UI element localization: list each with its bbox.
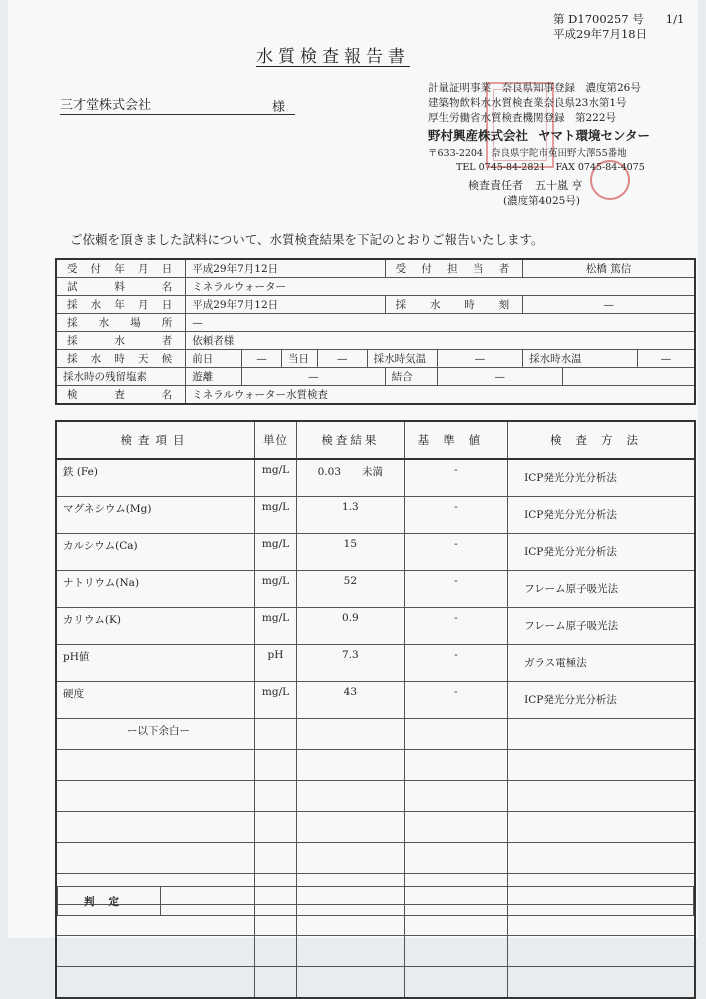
sample-info-table	[55, 258, 696, 405]
info-label: 当日	[281, 350, 317, 368]
results-row	[56, 608, 695, 645]
doc-no-suffix: 号	[632, 12, 644, 26]
results-row	[56, 497, 695, 534]
issue-date: 平成29年7月18日	[553, 27, 648, 41]
client-honorific: 様	[272, 100, 286, 115]
info-empty	[563, 368, 696, 386]
cell-item: pH値	[56, 645, 255, 682]
intro-text: ご依頼を頂きました試料について、水質検査結果を下記のとおりご報告いたします。	[70, 232, 544, 247]
cell-standard: -	[404, 459, 507, 497]
empty-row	[56, 750, 695, 781]
info-value: —	[637, 350, 695, 368]
judgement-value	[161, 887, 694, 916]
header-method: 検査方法	[508, 421, 695, 459]
empty-row	[56, 843, 695, 874]
info-value: 平成29年7月12日	[186, 296, 385, 314]
cell-standard: -	[404, 645, 507, 682]
cell-method: ガラス電極法	[508, 645, 695, 682]
info-value: —	[437, 368, 562, 386]
info-value: 松橋 篤信	[523, 259, 695, 278]
cell-result: 1.3	[296, 497, 404, 534]
cell-result: 0.9	[296, 608, 404, 645]
results-row	[56, 571, 695, 608]
empty-cell	[404, 719, 507, 750]
cell-method: ICP発光分光分析法	[508, 534, 695, 571]
fax-number: FAX 0745-84-4075	[555, 162, 645, 173]
info-label: 試料名	[56, 278, 186, 296]
info-row	[56, 368, 695, 386]
info-label: 採水時の残留塩素	[56, 368, 186, 386]
info-value: —	[242, 350, 282, 368]
cell-result: 52	[296, 571, 404, 608]
cell-result: 15	[296, 534, 404, 571]
street-address: 奈良県宇陀市菟田野大澤55番地	[491, 148, 627, 159]
info-value: ミネラルウォーター	[186, 278, 695, 296]
issuer-address	[428, 147, 645, 175]
cell-unit: pH	[255, 645, 297, 682]
cell-standard: -	[404, 571, 507, 608]
end-note: ー以下余白ー	[56, 719, 255, 750]
inspector-name: 五十嵐 亨	[535, 179, 583, 192]
info-label: 採水時気温	[367, 350, 437, 368]
cell-unit: mg/L	[255, 459, 297, 497]
info-value: ミネラルウォーター水質検査	[186, 386, 695, 405]
cert-line: 計量証明事業 奈良県知事登録 濃度第26号	[428, 82, 641, 94]
cert-line: 厚生労働省水質検査機関登録 第222号	[428, 112, 617, 124]
issuer-company	[428, 126, 650, 144]
info-label: 採水時天候	[56, 350, 186, 368]
cell-unit: mg/L	[255, 534, 297, 571]
header-result: 検査結果	[296, 421, 404, 459]
client-name: 三才堂株式会社	[60, 98, 152, 113]
company-name: 野村興産株式会社	[428, 128, 529, 143]
cell-item: ナトリウム(Na)	[56, 571, 255, 608]
header-unit: 単位	[255, 421, 297, 459]
info-value: —	[523, 296, 695, 314]
cell-method: ICP発光分光分析法	[508, 682, 695, 719]
info-row	[56, 332, 695, 350]
cert-line: 建築物飲料水水質検査業奈良県23水第1号	[428, 97, 627, 109]
info-value: —	[242, 368, 386, 386]
info-label: 採水時水温	[523, 350, 638, 368]
judgement-row	[58, 887, 694, 916]
empty-row	[56, 781, 695, 812]
report-title: 水質検査報告書	[256, 47, 410, 67]
results-row	[56, 645, 695, 682]
header-item: 検査項目	[56, 421, 255, 459]
info-label: 採水年月日	[56, 296, 186, 314]
info-label: 受付年月日	[56, 259, 186, 278]
results-row	[56, 459, 695, 497]
info-label: 受付担当者	[385, 259, 523, 278]
info-value: —	[186, 314, 695, 332]
judgement-table	[57, 886, 694, 916]
info-label: 採水場所	[56, 314, 186, 332]
info-row	[56, 386, 695, 405]
tel-number: TEL 0745-84-2821	[456, 162, 546, 173]
results-row	[56, 719, 695, 750]
cell-unit: mg/L	[255, 571, 297, 608]
doc-number: D1700257	[568, 12, 629, 26]
info-value: 平成29年7月12日	[186, 259, 385, 278]
cell-result: 7.3	[296, 645, 404, 682]
center-name: ヤマト環境センター	[538, 128, 651, 143]
info-value: —	[437, 350, 523, 368]
empty-row	[56, 936, 695, 967]
empty-cell	[296, 719, 404, 750]
cell-unit: mg/L	[255, 682, 297, 719]
inspector-line	[468, 177, 583, 193]
info-row	[56, 314, 695, 332]
info-label: 前日	[186, 350, 242, 368]
doc-no-label: 第	[553, 12, 565, 26]
info-label: 検査名	[56, 386, 186, 405]
info-value: —	[317, 350, 367, 368]
results-header-row	[56, 421, 695, 459]
empty-row	[56, 967, 695, 999]
info-label: 採水者	[56, 332, 186, 350]
cell-standard: -	[404, 534, 507, 571]
cell-result: 0.03 未満	[296, 459, 404, 497]
inspector-label: 検査責任者	[468, 179, 523, 192]
empty-cell	[255, 719, 297, 750]
cell-method: ICP発光分光分析法	[508, 459, 695, 497]
cell-standard: -	[404, 608, 507, 645]
client-line	[60, 94, 295, 115]
cell-unit: mg/L	[255, 497, 297, 534]
certifications	[428, 81, 641, 126]
cell-standard: -	[404, 497, 507, 534]
document-number-block	[553, 12, 684, 42]
cell-item: 鉄 (Fe)	[56, 459, 255, 497]
cell-standard: -	[404, 682, 507, 719]
info-row	[56, 350, 695, 368]
cell-unit: mg/L	[255, 608, 297, 645]
cell-item: カルシウム(Ca)	[56, 534, 255, 571]
info-label: 遊離	[186, 368, 242, 386]
cell-method: フレーム原子吸光法	[508, 608, 695, 645]
cell-method: ICP発光分光分析法	[508, 497, 695, 534]
empty-row	[56, 812, 695, 843]
postal-code: 〒633-2204	[428, 148, 484, 159]
cell-item: カリウム(K)	[56, 608, 255, 645]
info-value: 依頼者様	[186, 332, 695, 350]
cell-item: 硬度	[56, 682, 255, 719]
judgement-label: 判定	[58, 887, 161, 916]
page-number: 1/1	[665, 12, 685, 26]
info-label: 結合	[385, 368, 437, 386]
info-label: 採水時刻	[385, 296, 523, 314]
info-row	[56, 296, 695, 314]
info-row	[56, 278, 695, 296]
results-row	[56, 682, 695, 719]
report-page	[8, 0, 698, 938]
cell-result: 43	[296, 682, 404, 719]
info-row	[56, 259, 695, 278]
inspector-license: (濃度第4025号)	[503, 195, 580, 207]
empty-cell	[508, 719, 695, 750]
cell-method: フレーム原子吸光法	[508, 571, 695, 608]
results-row	[56, 534, 695, 571]
header-standard: 基準値	[404, 421, 507, 459]
cell-item: マグネシウム(Mg)	[56, 497, 255, 534]
